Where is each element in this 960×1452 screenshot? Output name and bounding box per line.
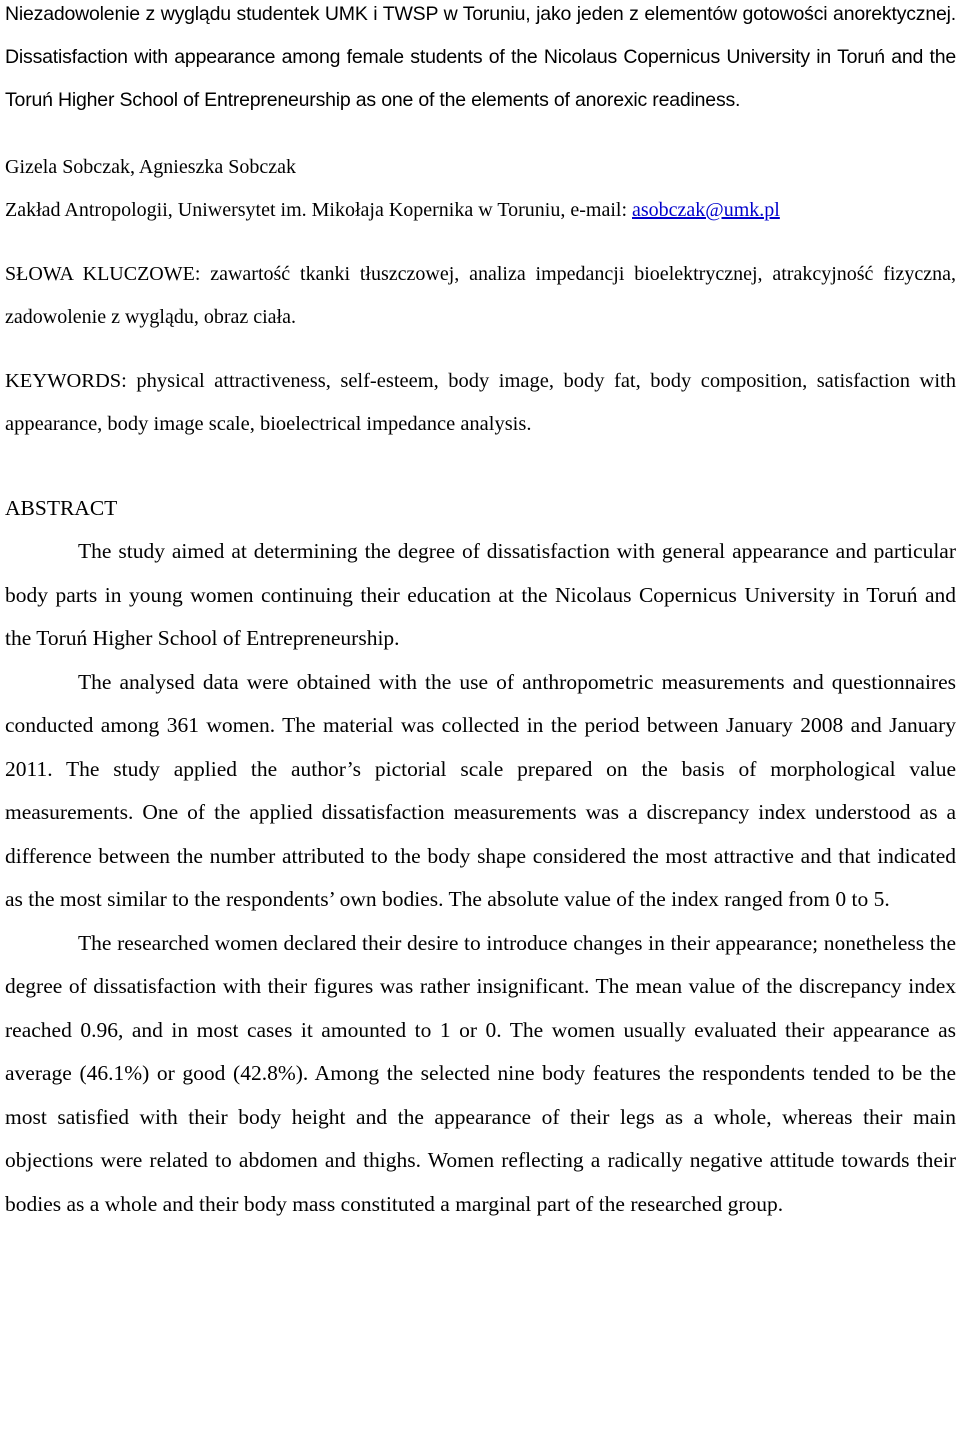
abstract-paragraph-1: The study aimed at determining the degree of dissatisfaction with general appearance and particular body parts in young women continuing their education at the Nicolaus Copernicus University in Toruń and the Toruń Higher School of Entrepreneurship. [5,539,956,650]
keywords-polish: SŁOWA KLUCZOWE: zawartość tkanki tłuszczowej, analiza impedancji bioelektrycznej, atrakcyjność fizyczna, zadowolenie z wyglądu, obraz ciała. [5,263,956,328]
email-link[interactable]: asobczak@umk.pl [632,199,780,221]
author-names: Gizela Sobczak, Agnieszka Sobczak [5,156,297,178]
affiliation-text: Zakład Antropologii, Uniwersytet im. Mikołaja Kopernika w Toruniu, e-mail: [5,199,633,221]
paper-title [5,0,956,122]
author-block [5,146,956,232]
abstract-paragraph-3: The researched women declared their desire to introduce changes in their appearance; nonetheless the degree of dissatisfaction with their figures was rather insignificant. The mean value of the discrepancy index reached 0.96, and in most cases it amounted to 1 or 0. The women usually evaluated their appearance as average (46.1%) or good (42.8%). Among the selected nine body features the respondents tended to be the most satisfied with their body height and the appearance of their legs as a whole, whereas their main objections were related to abdomen and thighs. Women reflecting a radically negative attitude towards their bodies as a whole and their body mass constituted a marginal part of the researched group. [5,930,956,1216]
abstract-heading: ABSTRACT [5,496,118,520]
abstract-paragraph-2: The analysed data were obtained with the use of anthropometric measurements and questionnaires conducted among 361 women. The material was collected in the period between January 2008 and January 2011. The study applied the author’s pictorial scale prepared on the basis of morphological value measurements. One of the applied dissatisfaction measurements was a discrepancy index understood as a difference between the number attributed to the body shape considered the most attractive and that indicated as the most similar to the respondents’ own bodies. The absolute value of the index ranged from 0 to 5. [5,669,956,911]
keywords-english: KEYWORDS: physical attractiveness, self-esteem, body image, body fat, body composition, satisfaction with appearance, body image scale, bioelectrical impedance analysis. [5,370,956,435]
author-affiliation [5,189,956,232]
document-page [5,0,956,1226]
title-polish: Niezadowolenie z wyglądu studentek UMK i TWSP w Toruniu, jako jeden z elementów gotowości anorektycznej. [5,3,956,25]
title-english: Dissatisfaction with appearance among female students of the Nicolaus Copernicus University in Toruń and the Toruń Higher School of Entrepreneurship as one of the elements of anorexic readiness. [5,46,956,111]
